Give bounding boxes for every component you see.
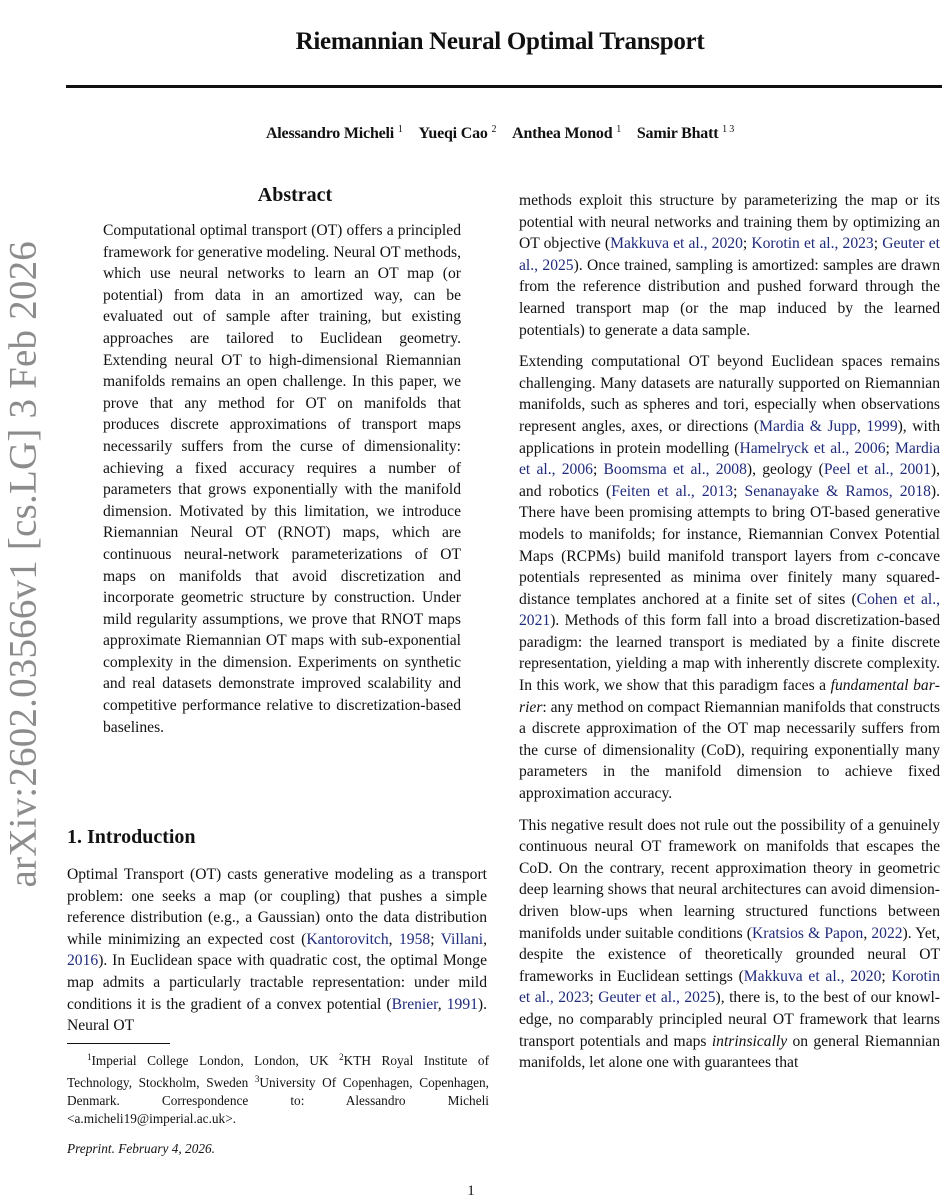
preprint-date: Preprint. February 4, 2026. — [67, 1141, 215, 1156]
citation-link[interactable]: 1991 — [446, 995, 478, 1013]
affiliation-marker: 1 — [397, 124, 403, 135]
affiliations-footnote — [67, 1048, 489, 1128]
section-heading-introduction: 1. Introduction — [67, 826, 196, 848]
author — [418, 125, 496, 142]
author — [637, 125, 734, 142]
emphasis: intrinsically — [711, 1032, 788, 1050]
text: ; — [589, 989, 599, 1007]
intro-paragraph-3 — [519, 351, 940, 804]
affiliation-marker: 3 — [254, 1074, 260, 1084]
text: ), with applications in protein modelling ( — [519, 417, 941, 457]
text: , — [388, 930, 399, 948]
citation-link[interactable]: Senanayake & Ramos, 2018 — [744, 482, 931, 500]
affiliation-marker: 2 — [339, 1052, 344, 1062]
author — [512, 125, 621, 142]
text: ), there is, to the best of our knowledge, no comparably principled neural OT framework that learns transport potentials and maps — [519, 989, 940, 1050]
text: methods exploit this structure by parameterizing the map or its potential with neural networks and training them by optimizing an OT objective ( — [519, 192, 940, 253]
intro-paragraph-4 — [519, 815, 940, 1074]
text: ; — [430, 930, 441, 948]
affiliation-marker: 1 — [616, 124, 622, 135]
page-number: 1 — [467, 1183, 475, 1199]
math-symbol: c — [876, 547, 884, 565]
affiliation-marker: 1 3 — [722, 124, 735, 135]
text: ; — [885, 439, 895, 457]
affiliation-text: Imperial College London, London, UK — [91, 1053, 340, 1068]
text: ). Methods of this form fall into a broad discretization-based paradigm: the learned transport is mediated by a finite discrete representation, yielding a map with inherently discrete complexity. In this work, we show that this paradigm faces a — [519, 612, 940, 695]
arxiv-identifier-stamp: arXiv:2602.03566v1 [cs.LG] 3 Feb 2026 — [1, 241, 45, 888]
text: , — [856, 417, 867, 435]
affiliation-text: University Of Copenhagen, Copenhagen, Denmark. Correspondence to: Alessandro Micheli <a.micheli19@imperial.ac.uk>. — [67, 1075, 489, 1126]
citation-link[interactable]: Kantorovitch — [306, 930, 389, 948]
citation-link[interactable]: 1999 — [866, 417, 898, 435]
title-divider — [66, 85, 942, 88]
text: ; — [592, 461, 604, 479]
citation-link[interactable]: Cohen et al., 2021 — [519, 590, 940, 630]
affiliation-marker: 1 — [87, 1052, 92, 1062]
citation-link[interactable]: Mardia & Jupp — [759, 417, 857, 435]
text: : any method on compact Riemannian manifolds that constructs a discrete approximation of the OT map necessarily suffers from the curse of dimensionality (CoD), requiring exponentially many parameters in the manifold dimension to achieve fixed approximation accuracy. — [519, 698, 940, 803]
citation-link[interactable]: Makkuva et al., 2020 — [743, 967, 882, 985]
author-name: Yueqi Cao — [418, 125, 488, 142]
citation-link[interactable]: Feiten et al., 2013 — [611, 482, 734, 500]
intro-paragraph-2 — [519, 190, 940, 341]
text: Extending computational OT beyond Euclidean spaces remains challenging. Many datasets are naturally supported on Riemannian manifolds, such as spheres and tori, especially when observations represent angles, axes, or directions ( — [519, 353, 940, 435]
citation-link[interactable]: Geuter et al., 2025 — [598, 989, 716, 1007]
citation-link[interactable]: Geuter et al., 2025 — [519, 235, 941, 274]
author-name: Samir Bhatt — [636, 125, 719, 142]
citation-link[interactable]: Hamelryck et al., 2006 — [739, 439, 886, 457]
abstract-text: Computational optimal transport (OT) offers a principled framework for generative modeling. Neural OT methods, which use neural networks to learn an OT map (or potential) from data in an amortized way, can be evaluated out of sample after training, but existing approaches are tailored to Euclidean geometry. Extending neural OT to high-dimensional Riemannian manifolds remains an open challenge. In this paper, we prove that any method for OT on manifolds that produces discrete approximations of transport maps necessarily suffers from the curse of dimensionality: achieving a fixed accuracy requires a number of parameters that grows exponentially with the manifold dimension. Motivated by this limitation, we introduce Riemannian Neural OT (RNOT) maps, which are continuous neural-network parameterizations of OT maps on manifolds that avoid discretization and incorporate geometric structure by construction. Under mild regularity assumptions, we prove that RNOT maps approximate Riemannian OT maps with sub-exponential complexity in the dimension. Experiments on synthetic and real datasets demonstrate improved scalability and competitive performance relative to discretization-based baselines. — [103, 222, 461, 736]
text: , — [863, 924, 872, 942]
author-name: Anthea Monod — [512, 125, 613, 142]
author-list — [60, 124, 940, 143]
text: ; — [733, 482, 745, 500]
text: ), geology ( — [746, 461, 824, 479]
abstract-heading: Abstract — [257, 184, 333, 206]
text: ). Yet, despite the existence of theoretically grounded neural OT frameworks in Euclidean settings ( — [519, 924, 941, 985]
text: , — [437, 995, 447, 1013]
citation-link[interactable]: Korotin et al., 2023 — [519, 967, 940, 1007]
text: ), and robotics ( — [519, 461, 940, 500]
citation-link[interactable]: Makkuva et al., 2020 — [610, 235, 743, 253]
text: Optimal Transport (OT) casts generative modeling as a transport problem: one seeks a map (or coupling) that pushes a simple reference distribution (e.g., a Gaussian) onto the data distribution while minimizing an expected cost ( — [67, 866, 487, 948]
text: This negative result does not rule out the possibility of a genuinely continuous neural OT framework on manifolds that escapes the CoD. On the contrary, recent approximation theory in geometric deep learning shows that neural architectures can avoid dimension-driven blow-ups when learning structured functions between manifolds under suitable conditions ( — [519, 816, 940, 942]
text: ). In Euclidean space with quadratic cost, the optimal Monge map admits a particularly tractable representation: under mild conditions it is the gradient of a convex potential ( — [67, 952, 487, 1013]
citation-link[interactable]: Boomsma et al., 2008 — [603, 461, 747, 479]
text: -concave potentials represented as minima over finitely many squared-distance templates anchored at a finite set of sites ( — [519, 547, 940, 608]
text: ; — [873, 235, 883, 253]
affiliation-text: KTH Royal Institute of Technology, Stockholm, Sweden — [67, 1053, 490, 1090]
text: ). Once trained, sampling is amortized: samples are drawn from the reference distribution and pushed forward through the learned transport map (or the map induced by the learned potentials) to generate a data sample. — [519, 256, 941, 339]
text: on general Riemannian manifolds, let alone one with guarantees that — [519, 1032, 940, 1072]
text: ). There have been promising attempts to bring OT-based generative models to manifolds; for instance, Riemannian Convex Potential Maps (RCPMs) build manifold transport layers from — [519, 482, 941, 565]
emphasis: fundamental barrier — [519, 677, 940, 716]
citation-link[interactable]: Peel et al., 2001 — [823, 461, 931, 479]
citation-link[interactable]: Brenier — [391, 995, 438, 1013]
author — [266, 125, 403, 142]
text: ; — [881, 967, 892, 985]
citation-link[interactable]: 2016 — [67, 952, 99, 970]
citation-link[interactable]: Korotin et al., 2023 — [751, 235, 874, 253]
citation-link[interactable]: Mardia et al., 2006 — [519, 439, 940, 479]
citation-link[interactable]: Kratsios & Papon — [752, 924, 864, 942]
citation-link[interactable]: 1958 — [399, 930, 431, 948]
affiliation-marker: 2 — [491, 124, 497, 135]
paper-title: Riemannian Neural Optimal Transport — [295, 28, 705, 55]
text: , — [483, 930, 487, 948]
citation-link[interactable]: Villani — [440, 930, 484, 948]
text: ; — [742, 235, 752, 253]
footnote-divider — [67, 1043, 170, 1044]
intro-paragraph-1 — [67, 864, 487, 1037]
text: ). Neural OT — [67, 995, 487, 1035]
author-name: Alessandro Micheli — [265, 125, 395, 142]
right-column — [519, 190, 940, 1084]
citation-link[interactable]: 2022 — [871, 924, 903, 942]
